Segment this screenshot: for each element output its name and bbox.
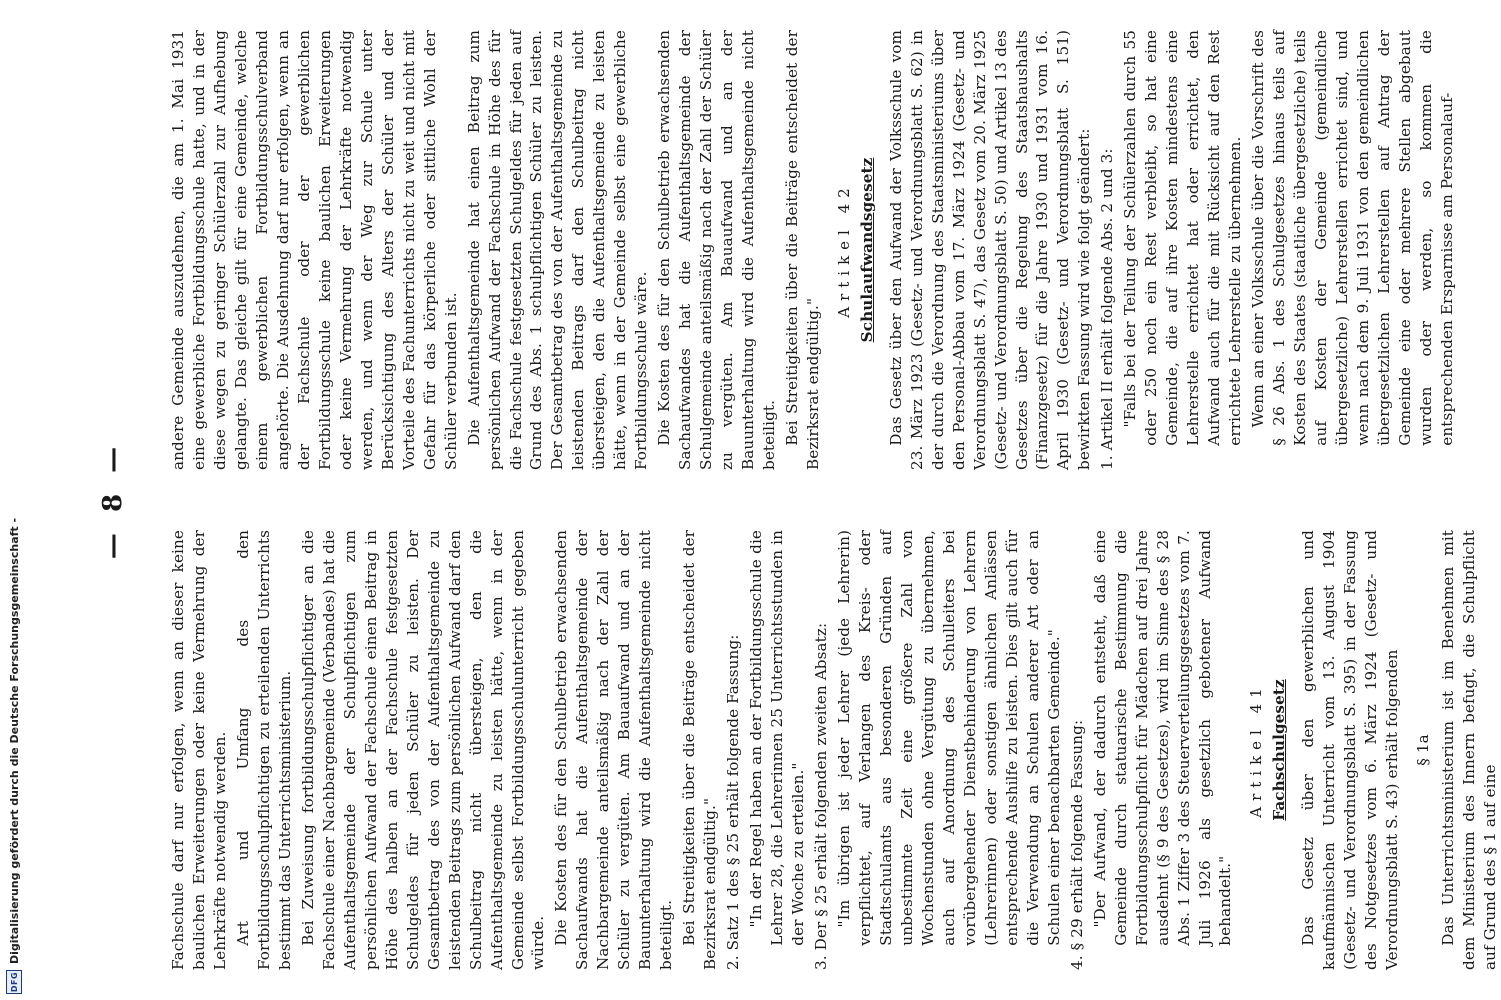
quoted-text: "Im übrigen ist jeder Lehrer (jede Lehrerin) verpflichtet, auf Verlangen des Kreis- oder Stadtschulamts aus besonderen Gründen auf unbestimmte Zeit eine größere Zahl von Wochenstunden ohne Vergütung zu übernehmen, auch auf Anordnung des Schulleiters bei vorübergehender Dienstbehinderung von Lehrern (Lehrerinnen) oder sonstigen ähnlichen Anlässen entsprechende Aushilfe zu leisten. Dies gilt auch für die Verwendung an Schulen anderer Art oder an Schulen einer benachbarten Gemeinde.": [835, 530, 1063, 946]
list-item: 4. § 29 erhält folgende Fassung:: [1067, 719, 1086, 970]
section-heading: § 1a: [1413, 734, 1432, 766]
document-page: [80, 0, 1499, 1000]
list-item: 3. Der § 25 erhält folgenden zweiten Absatz:: [812, 622, 831, 970]
quoted-text: "Der Aufwand, der dadurch entsteht, daß eine Gemeinde durch statuarische Bestimmung die Fortbildungsschulpflicht für Mädchen auf drei Jahre ausdehnt (§ 9 des Gesetzes), wird im Sinne des § 28 Abs. 1 Ziffer 3 des Steuerverteilungsgesetzes vom 7. Juli 1926 als gesetzlich gebotener Aufwand behandelt.": [1090, 530, 1235, 946]
quoted-text: "In der Regel haben an der Fortbildungsschule die Lehrer 28, die Lehrerinnen 25 Unterrichtsstunden in der Woche zu erteilen.": [747, 530, 808, 946]
paragraph: andere Gemeinde auszudehnen, die am 1. Mai 1931 eine gewerbliche Fortbildungsschule hatte, und in der diese wegen zu geringer Schülerzahl zur Aufhebung gelangte. Das gleiche gilt für eine Gemeinde, welche einem gewerblichen Fortbildungsschulverband angehörte. Die Ausdehnung darf nur erfolgen, wenn an der Fachschule oder der gewerblichen Fortbildungsschule keine baulichen Erweiterungen oder keine Vermehrung der Lehrkräfte notwendig werden, und wenn der Weg zur Schule unter Berücksichtigung des Alters der Schüler und der Vorteile des Fachunterrichts nicht zu weit und nicht mit Gefahr für das körperliche oder sittliche Wohl der Schüler verbunden ist.: [169, 30, 460, 470]
page-number: — 8 —: [98, 440, 128, 560]
list-item: 1. Artikel II erhält folgende Abs. 2 und 3:: [1098, 148, 1117, 470]
quoted-text: Wenn an einer Volksschule über die Vorschrift des § 26 Abs. 1 des Schulgesetzes hinaus teils auf Kosten des Staates (staatliche übergesetzliche) teils auf Kosten der Gemeinde (gemeindliche übergesetzliche) Lehrerstellen errichtet sind, und wenn nach dem 9. Juli 1931 von den gemeindlichen übergesetzlichen Lehrerstellen auf Antrag der Gemeinde eine oder mehrere Stellen abgebaut wurden oder werden, so kommen die entsprechenden Ersparnisse am Personalauf-: [1249, 30, 1456, 446]
paragraph: Die Kosten des für den Schulbetrieb erwachsenden Sachaufwandes hat die Aufenthaltsgemeinde der Schulgemeinde anteilsmäßig nach der Zahl der Schüler zu vergüten. Am Bauaufwand und an der Bauunterhaltung wird die Aufenthaltsgemeinde nicht beteiligt.: [655, 30, 779, 470]
article-heading: Artikel 41: [1247, 682, 1266, 818]
article-heading: Artikel 42: [835, 182, 854, 318]
quoted-text: "Falls bei der Teilung der Schülerzahlen durch 55 oder 250 noch ein Rest verbleibt, so hat eine Gemeinde, die auf ihre Kosten mindestens eine Lehrerstelle errichtet hat oder errichtet, den Aufwand auch für die mit Rücksicht auf den Rest errichtete Lehrerstelle zu übernehmen.: [1121, 30, 1245, 446]
list-item: 2. Satz 1 des § 25 erhält folgende Fassung:: [724, 634, 743, 970]
paragraph: Bei Streitigkeiten über die Beiträge entscheidet der Bezirksrat endgültig.": [783, 30, 823, 470]
paragraph: Fachschule darf nur erfolgen, wenn an dieser keine baulichen Erweiterungen oder keine Vermehrung der Lehrkräfte notwendig werden.: [169, 530, 229, 970]
paragraph: Das Gesetz über den gewerblichen und kaufmännischen Unterricht vom 13. August 1904 (Gesetz- und Verordnungsblatt S. 395) in der Fassung des Notgesetzes vom 6. März 1924 (Gesetz- und Verordnungsblatt S. 43) erhält folgenden: [1299, 530, 1401, 970]
paragraph: Bei Zuweisung fortbildungsschulpflichtiger an die Fachschule einer Nachbargemeinde (Verbandes) hat die Aufenthaltsgemeinde der Schulpflichtigen zum persönlichen Aufwand der Fachschule einen Beitrag in Höhe des halben an der Fachschule festgesetzten Schulgeldes für jeden Schüler zu leisten. Der Gesamtbetrag des von der Aufenthaltsgemeinde zu leistenden Beitrags zum persönlichen Aufwand darf den Schulbeitrag nicht übersteigen, den die Aufenthaltsgemeinde zu leisten hätte, wenn in der Gemeinde selbst Fortbildungsschulunterricht gegeben würde.: [298, 530, 548, 970]
right-column: [168, 30, 1456, 470]
law-title: Fachschulgesetz: [1270, 679, 1289, 821]
left-column: [168, 530, 1499, 970]
digitization-footer: [0, 0, 26, 1000]
paragraph: Die Aufenthaltsgemeinde hat einen Beitrag zum persönlichen Aufwand der Fachschule in Höhe des für die Fachschule festgesetzten Schulgeldes für jeden auf Grund des Abs. 1 schulpflichtigen Schüler zu leisten. Der Gesamtbetrag des von der Aufenthaltsgemeinde zu leistenden Beitrags darf den Schulbeitrag nicht übersteigen, den die Aufenthaltsgemeinde zu leisten hätte, wenn in der Gemeinde selbst eine gewerbliche Fortbildungsschule wäre.: [464, 30, 651, 470]
paragraph: Die Kosten des für den Schulbetrieb erwachsenden Sachaufwands hat die Aufenthaltsgemeinde der Nachbargemeinde anteilsmäßig nach der Zahl der Schüler zu vergüten. Am Bauaufwand und an der Bauunterhaltung wird die Aufenthaltsgemeinde nicht beteiligt.: [552, 530, 676, 970]
digitization-credit: Digitalisierung gefördert durch die Deutsche Forschungsgemeinschaft -: [7, 517, 21, 964]
paragraph: Art und Umfang des den Fortbildungsschulpflichtigen zu erteilenden Unterrichts bestimmt das Unterrichtsministerium.: [233, 530, 294, 970]
paragraph: Das Unterrichtsministerium ist im Benehmen mit dem Ministerium des Innern befugt, die Schulpflicht auf Grund des § 1 auf eine: [1438, 530, 1499, 970]
dfg-logo-icon: DFG: [6, 970, 22, 994]
paragraph: Das Gesetz über den Aufwand der Volksschule vom 23. März 1923 (Gesetz- und Verordnungsblatt S. 62) in der durch die Verordnung des Staatsministeriums über den Personal-Abbau vom 17. März 1924 (Gesetz- und Verordnungsblatt S. 47), das Gesetz vom 20. März 1925 (Gesetz- und Verordnungsblatt S. 50) und Artikel 13 des Gesetzes über die Regelung des Staatshaushalts (Finanzgesetz) für die Jahre 1930 und 1931 vom 16. April 1930 (Gesetz- und Verordnungsblatt S. 151) bewirkten Fassung wird wie folgt geändert:: [886, 30, 1094, 470]
paragraph: Bei Streitigkeiten über die Beiträge entscheidet der Bezirksrat endgültig.": [680, 530, 720, 970]
law-title: Schulaufwandsgesetz: [857, 157, 876, 343]
